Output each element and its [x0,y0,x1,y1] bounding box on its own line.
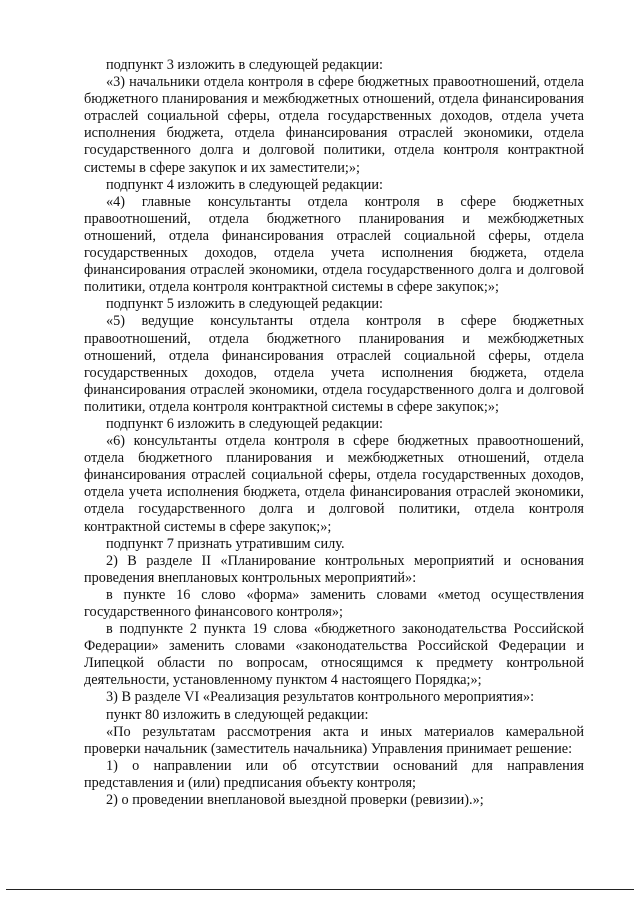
paragraph-point-19: в подпункте 2 пункта 19 слова «бюджетного законодательства Российской Федерации» заменить словами «законодательства Российской Федерации и Липецкой области по вопросам, относящимся к предмету контрольной деятельности, установленному пунктом 4 настоящего Порядка;»; [84,621,584,689]
paragraph-subpoint-4-intro: подпункт 4 изложить в следующей редакции: [106,176,383,193]
document-body [84,57,584,809]
paragraph-section-6: 3) В разделе VI «Реализация результатов контрольного мероприятия»: [106,689,535,706]
paragraph-subpoint-6-intro: подпункт 6 изложить в следующей редакции: [106,415,383,432]
paragraph-decision-2: 2) о проведении внеплановой выездной проверки (ревизии).»; [106,792,484,809]
paragraph-subpoint-5-intro: подпункт 5 изложить в следующей редакции: [106,296,383,313]
paragraph-subpoint-3-intro: подпункт 3 изложить в следующей редакции: [106,57,383,73]
paragraph-subpoint-6-text: «6) консультанты отдела контроля в сфере бюджетных правоотношений, отдела бюджетного планирования и межбюджетных отношений, отдела финансирования отраслей социальной сферы, отдела государственных доходов, отдела учета исполнения бюджета, отдела финансирования отраслей экономики, отдела государственного долга и долговой политики, отдела контроля контрактной системы в сфере закупок;»; [84,433,584,535]
paragraph-point-16: в пункте 16 слово «форма» заменить словами «метод осуществления государственного финансового контроля»; [84,586,584,620]
paragraph-point-80-intro: пункт 80 изложить в следующей редакции: [106,706,369,723]
paragraph-section-2: 2) В разделе II «Планирование контрольных мероприятий и основания проведения внеплановых контрольных мероприятий»: [84,552,584,586]
footer-rule [6,889,634,890]
paragraph-subpoint-4-text: «4) главные консультанты отдела контроля в сфере бюджетных правоотношений, отдела бюджетного планирования и межбюджетных отношений, отдела финансирования отраслей социальной сферы, отдела государственных доходов, отдела учета исполнения бюджета, отдела финансирования отраслей экономики, отдела государственного долга и долговой политики, отдела контроля контрактной системы в сфере закупок;»; [84,193,584,296]
paragraph-subpoint-5-text: «5) ведущие консультанты отдела контроля в сфере бюджетных правоотношений, отдела бюджетного планирования и межбюджетных отношений, отдела финансирования отраслей социальной сферы, отдела государственных доходов, отдела учета исполнения бюджета, отдела финансирования отраслей экономики, отдела государственного долга и долговой политики, отдела контроля контрактной системы в сфере закупок;»; [84,313,584,415]
paragraph-point-80-text: «По результатам рассмотрения акта и иных материалов камеральной проверки начальник (заместитель начальника) Управления принимает решение: [84,723,584,757]
paragraph-subpoint-7: подпункт 7 признать утратившим силу. [106,535,345,552]
paragraph-subpoint-3-text: «3) начальники отдела контроля в сфере бюджетных правоотношений, отдела бюджетного планирования и межбюджетных отношений, отдела финансирования отраслей социальной сферы, отдела государственных доходов, отдела учета исполнения бюджета, отдела финансирования отраслей экономики, отдела государственного долга и долговой политики, отдела контроля контрактной системы в сфере закупок и их заместители;»; [84,74,584,176]
paragraph-decision-1: 1) о направлении или об отсутствии оснований для направления представления и (или) предписания объекту контроля; [84,757,584,791]
